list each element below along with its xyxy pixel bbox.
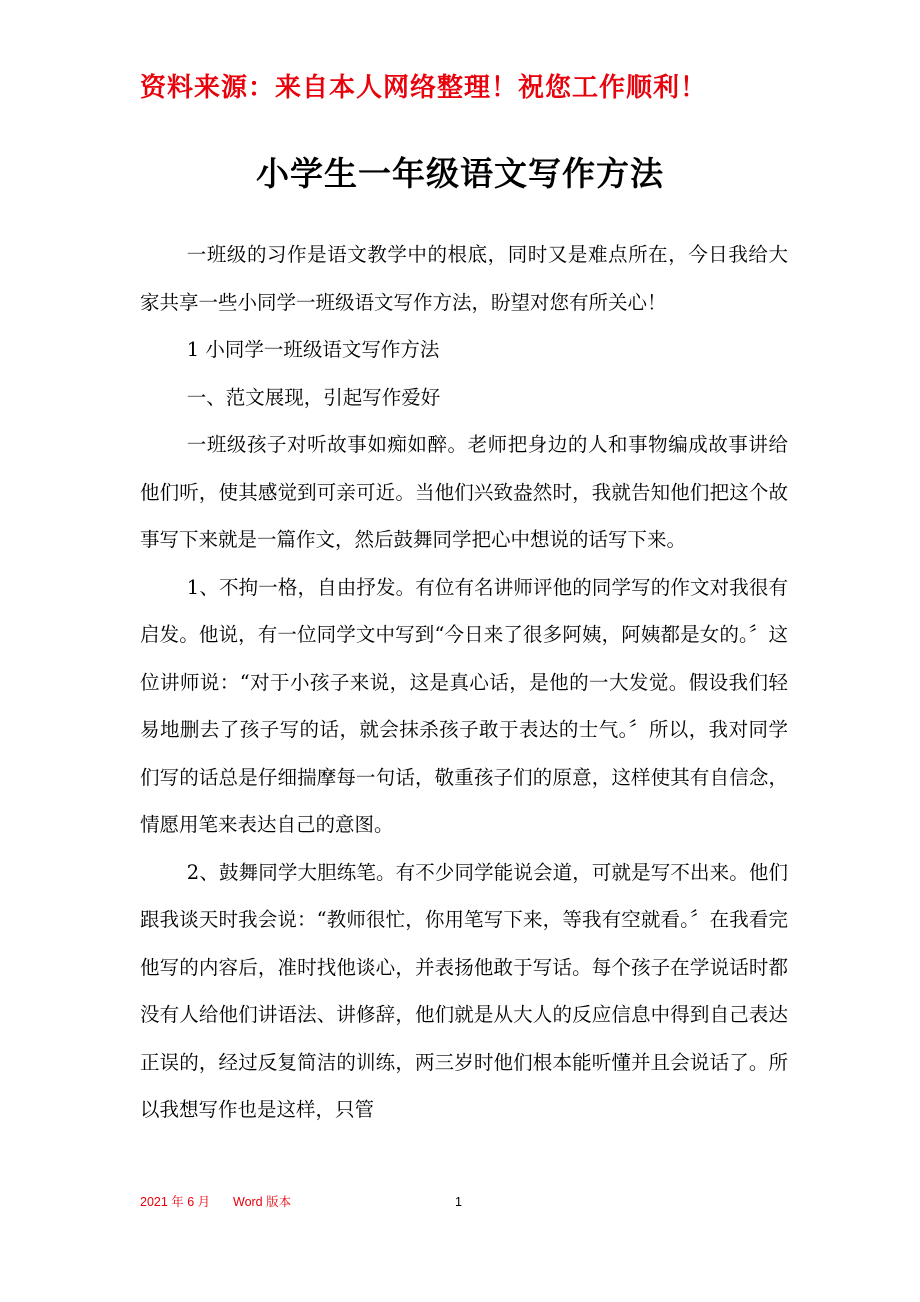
paragraph-point-1: 1、不拘一格，自由抒发。有位有名讲师评他的同学写的作文对我很有启发。他说，有一位同学文中写到“今日来了很多阿姨，阿姨都是女的。〞这位讲师说：“对于小孩子来说，这是真心话，是他的一大发觉。假设我们轻易地删去了孩子写的话，就会抹杀孩子敢于表达的士气。〞所以，我对同学们写的话总是仔细揣摩每一句话，敬重孩子们的原意，这样使其有自信念，情愿用笔来表达自己的意图。 — [140, 575, 788, 836]
page-number: 1 — [455, 1195, 462, 1209]
paragraph-intro: 一班级的习作是语文教学中的根底，同时又是难点所在，今日我给大家共享一些小同学一班级语文写作方法，盼望对您有所关心！ — [140, 243, 788, 314]
footer-version: Word 版本 — [233, 1195, 292, 1209]
footer-date: 2021 年 6 月 — [140, 1195, 211, 1209]
source-banner: 资料来源：来自本人网络整理！祝您工作顺利！ — [140, 73, 708, 103]
page-title: 小学生一年级语文写作方法 — [256, 154, 664, 193]
paragraph-stories: 一班级孩子对听故事如痴如醉。老师把身边的人和事物编成故事讲给他们听，使其感觉到可亲可近。当他们兴致盎然时，我就告知他们把这个故事写下来就是一篇作文，然后鼓舞同学把心中想说的话写下来。 — [140, 433, 788, 551]
subsection-heading: 一、范文展现，引起写作爱好 — [186, 385, 441, 409]
section-heading: 1 小同学一班级语文写作方法 — [186, 338, 440, 361]
article-body — [140, 231, 788, 1134]
paragraph-point-2: 2、鼓舞同学大胆练笔。有不少同学能说会道，可就是写不出来。他们跟我谈天时我会说：“教师很忙，你用笔写下来，等我有空就看。〞在我看完他写的内容后，准时找他谈心，并表扬他敢于写话。每个孩子在学说话时都没有人给他们讲语法、讲修辞，他们就是从大人的反应信息中得到自己表达正误的，经过反复简洁的训练，两三岁时他们根本能听懂并且会说话了。所以我想写作也是这样，只管 — [140, 860, 788, 1121]
